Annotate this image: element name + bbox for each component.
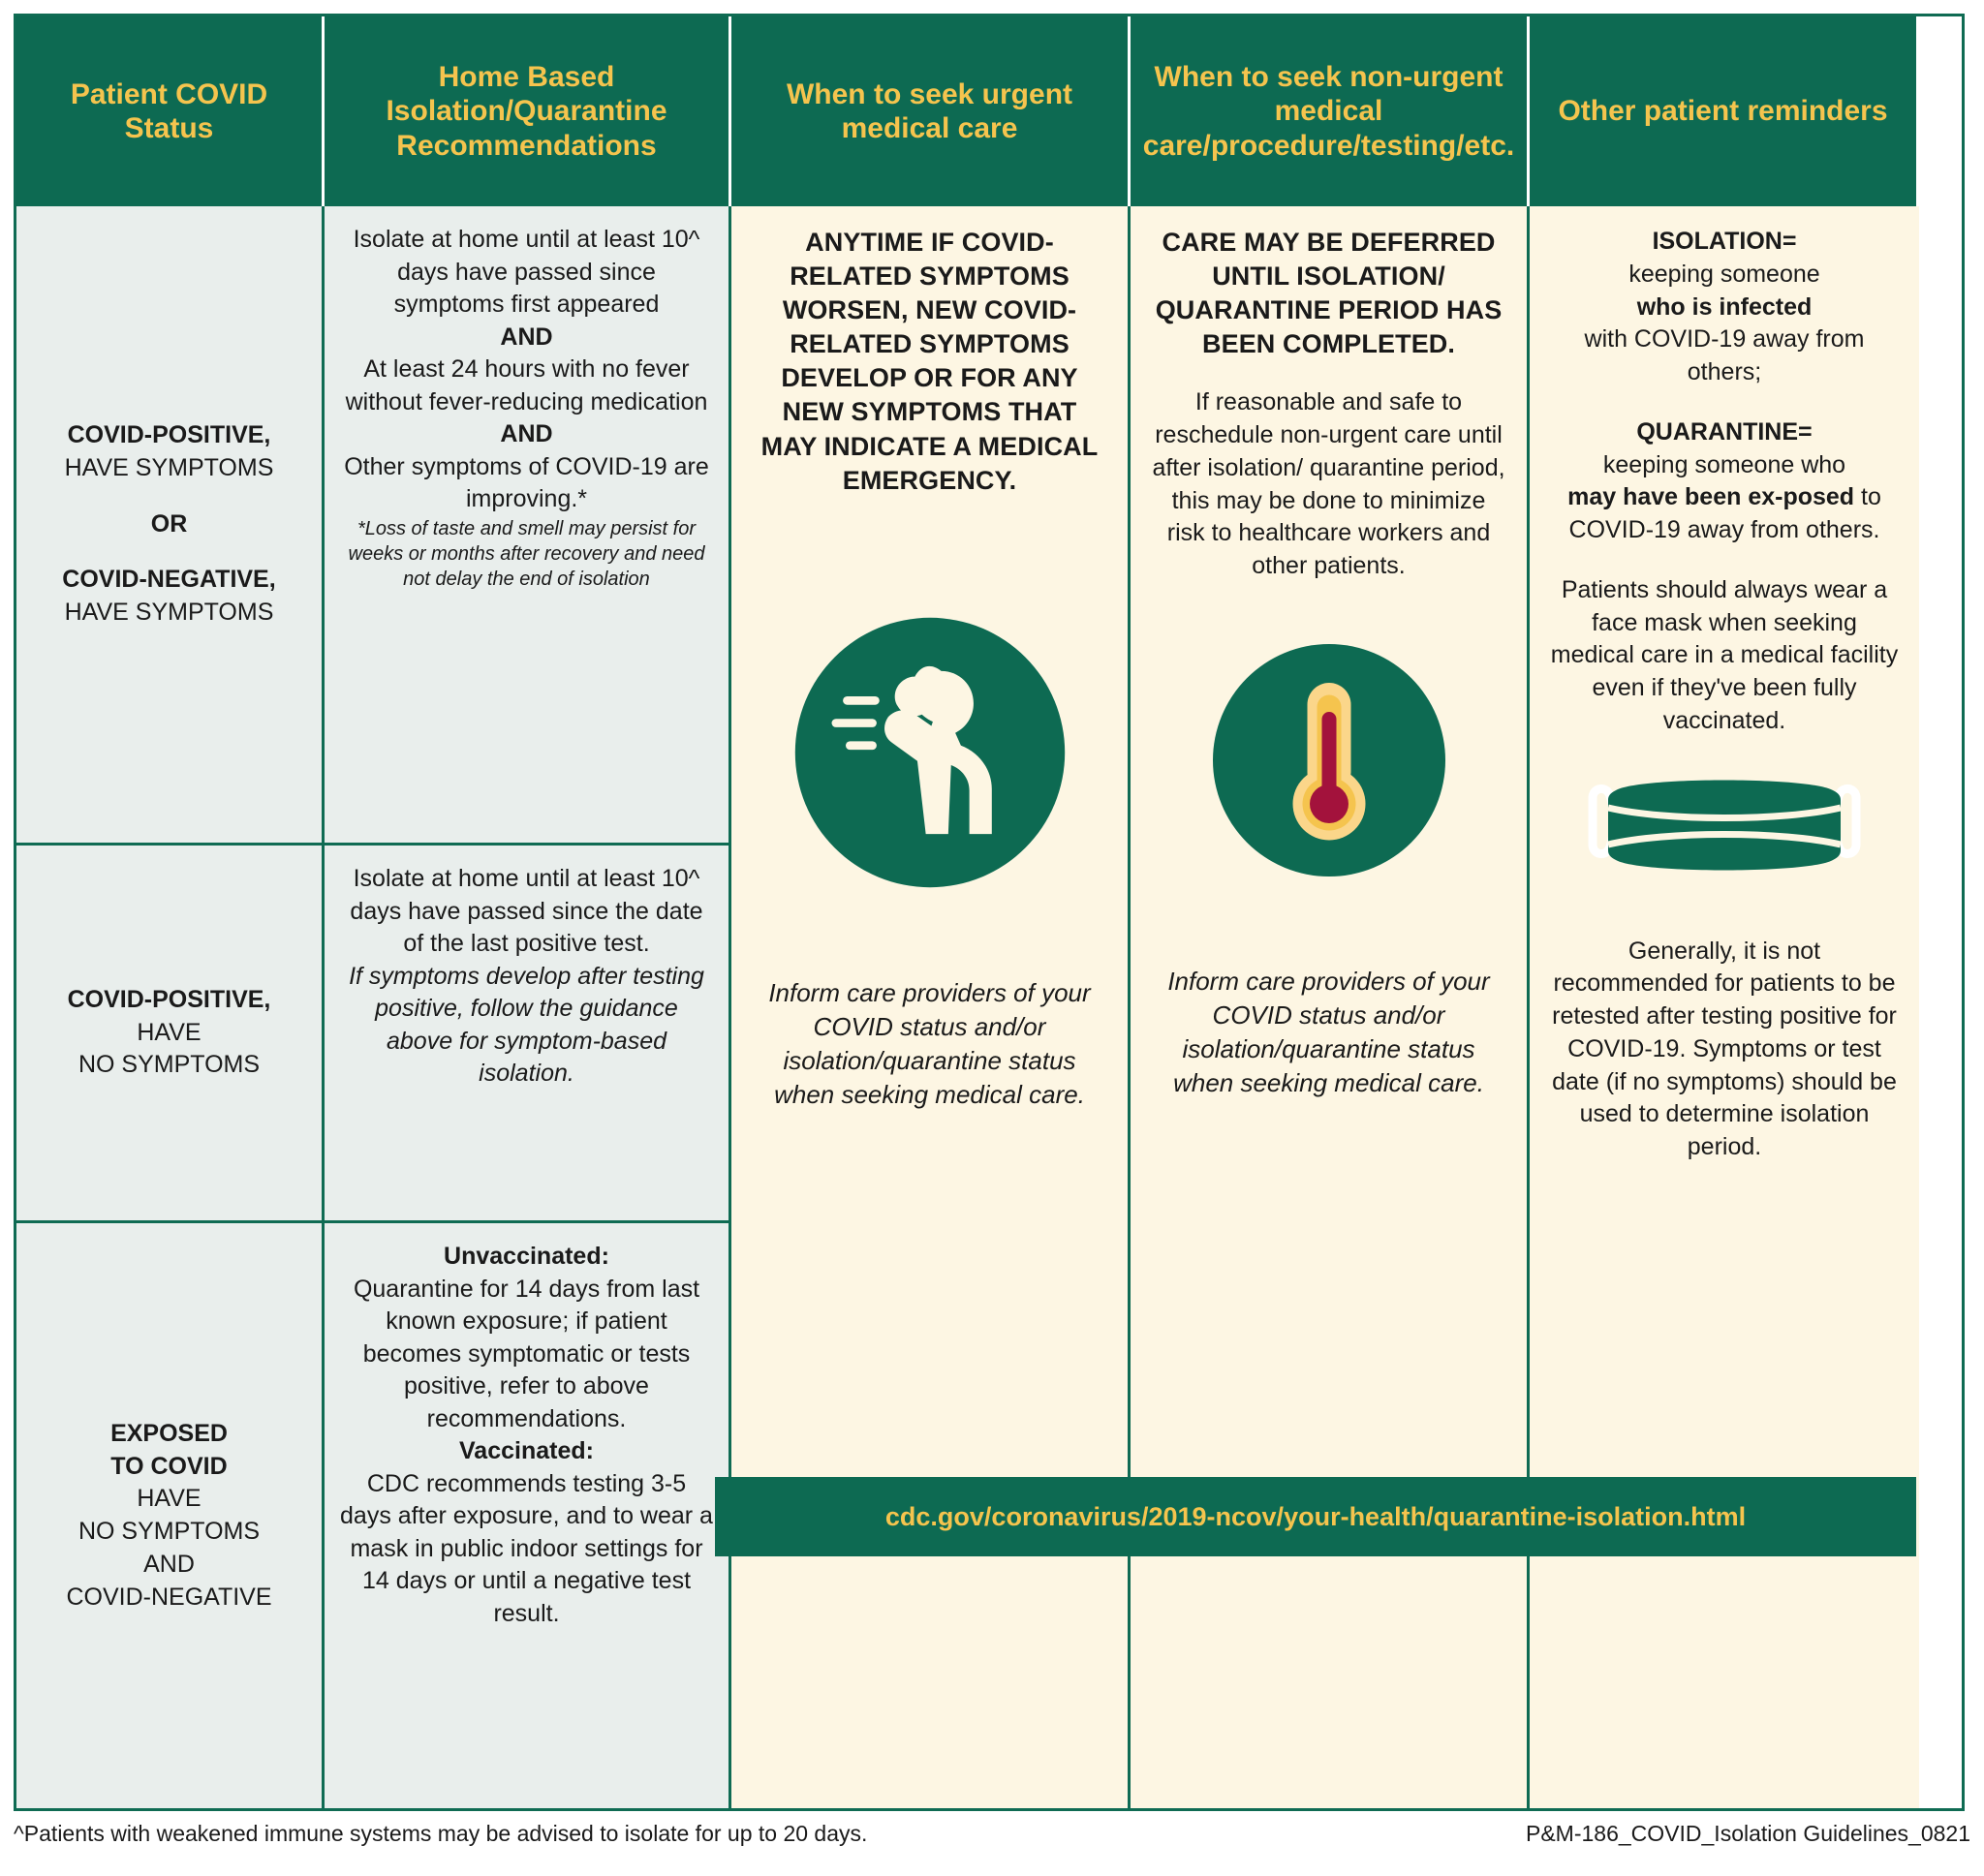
status-row3-line4: NO SYMPTOMS	[78, 1518, 261, 1545]
non-urgent-care-body: If reasonable and safe to reschedule non-urgent care until after isolation/ quarantine period, this may be done to minimize risk to healthcare workers and other patients.	[1152, 388, 1505, 580]
status-row1-line2: HAVE SYMPTOMS	[64, 453, 274, 481]
rec-row3-p2: CDC recommends testing 3-5 days after exposure, and to wear a mask in public indoor settings for 14 days or until a negative test result.	[340, 1469, 713, 1627]
status-row1-line4: COVID-NEGATIVE,	[62, 566, 276, 594]
mask-paragraph: Patients should always wear a face mask when seeking medical care in a medical facility even if they've been fully vaccinated.	[1550, 575, 1899, 734]
retesting-paragraph: Generally, it is not recommended for patients to be retested after testing positive for COVID-19. Symptoms or test date (if no symptoms) should be used to determine isolation period.	[1552, 937, 1897, 1160]
column-header-home-isolation: Home Based Isolation/Quarantine Recommendations	[325, 16, 731, 206]
recommendation-cell-row2	[325, 846, 728, 1223]
non-urgent-care-content	[1131, 206, 1527, 1808]
rec-row1-and1: AND	[500, 323, 553, 351]
recommendation-cell-row3	[325, 1223, 728, 1808]
person-coughing-icon	[751, 612, 1108, 893]
status-cell-row2	[16, 846, 322, 1223]
recommendations-column	[325, 206, 731, 1808]
footer-note-left: ^Patients with weakened immune systems may be advised to isolate for up to 20 days.	[14, 1821, 868, 1846]
column-header-other-reminders: Other patient reminders	[1530, 16, 1919, 206]
isolation-text-1: keeping someone	[1628, 260, 1820, 288]
rec-row1-p2: At least 24 hours with no fever without fever-reducing medication	[345, 355, 708, 415]
rec-row3-label-unvaccinated: Unvaccinated:	[444, 1243, 609, 1270]
status-row3-line1: EXPOSED	[110, 1419, 228, 1447]
cdc-link-bar[interactable]: cdc.gov/coronavirus/2019-ncov/your-health/quarantine-isolation.html	[715, 1477, 1916, 1556]
rec-row2-p2: If symptoms develop after testing positive, follow the guidance above for symptom-based isolation.	[349, 962, 704, 1087]
status-row2-line2: HAVE	[137, 1018, 202, 1046]
quarantine-bold: may have been ex-posed	[1567, 483, 1855, 511]
footer-doc-id-right: P&M-186_COVID_Isolation Guidelines_0821	[1526, 1821, 1970, 1846]
column-header-non-urgent-care: When to seek non-urgent medical care/procedure/testing/etc.	[1131, 16, 1530, 206]
isolation-text-2: with COVID-19 away from others;	[1584, 325, 1865, 385]
column-header-urgent-care: When to seek urgent medical care	[731, 16, 1131, 206]
status-row2-line1: COVID-POSITIVE,	[67, 985, 271, 1013]
isolation-label: ISOLATION=	[1652, 228, 1797, 255]
status-row3-line2: TO COVID	[110, 1452, 228, 1480]
non-urgent-care-column	[1131, 206, 1530, 1808]
isolation-definition	[1549, 226, 1900, 389]
other-reminders-column	[1530, 206, 1919, 1808]
rec-row1-and2: AND	[500, 420, 553, 447]
urgent-care-inform-note: Inform care providers of your COVID status and/or isolation/quarantine status when seeking medical care.	[768, 977, 1091, 1110]
isolation-bold: who is infected	[1636, 292, 1813, 321]
status-row1-line5: HAVE SYMPTOMS	[64, 599, 274, 627]
recommendation-cell-row1	[325, 206, 728, 846]
face-mask-icon	[1549, 748, 1900, 903]
other-reminders-content	[1530, 206, 1919, 1808]
status-row3-line5: AND	[143, 1550, 195, 1578]
urgent-care-content	[731, 206, 1128, 1808]
non-urgent-care-headline: CARE MAY BE DEFERRED UNTIL ISOLATION/ QUARANTINE PERIOD HAS BEEN COMPLETED.	[1155, 228, 1503, 359]
thermometer-icon	[1150, 639, 1507, 881]
status-row1-line3: OR	[150, 509, 188, 538]
footer	[14, 1821, 1970, 1847]
rec-row3-p1: Quarantine for 14 days from last known exposure; if patient becomes symptomatic or tests positive, refer to above recommendations.	[353, 1275, 700, 1432]
rec-row1-p3: Other symptoms of COVID-19 are improving.*	[344, 452, 709, 512]
quarantine-text-1: keeping someone who	[1602, 450, 1846, 478]
rec-row1-note: *Loss of taste and smell may persist for weeks or months after recovery and need not delay the end of isolation	[348, 517, 705, 590]
patient-status-column	[16, 206, 325, 1808]
status-cell-row1	[16, 206, 322, 846]
rec-row2-p1: Isolate at home until at least 10^ days have passed since the date of the last positive test.	[350, 865, 703, 957]
quarantine-text-2: to COVID-19 away from others.	[1568, 483, 1881, 543]
quarantine-label: QUARANTINE=	[1636, 417, 1813, 446]
status-row3-line3: HAVE	[137, 1485, 202, 1513]
non-urgent-care-inform-note: Inform care providers of your COVID status and/or isolation/quarantine status when seeking medical care.	[1167, 966, 1490, 1098]
urgent-care-headline: ANYTIME IF COVID-RELATED SYMPTOMS WORSEN, NEW COVID-RELATED SYMPTOMS DEVELOP OR FOR ANY NEW SYMPTOMS THAT MAY INDICATE A MEDICAL EMERGENCY.	[760, 228, 1099, 495]
status-row1-line1: COVID-POSITIVE,	[67, 421, 271, 449]
status-row2-line3: NO SYMPTOMS	[78, 1051, 261, 1079]
status-row3-line6: COVID-NEGATIVE	[66, 1583, 272, 1611]
urgent-care-column	[731, 206, 1131, 1808]
quarantine-definition	[1549, 416, 1900, 547]
rec-row3-label-vaccinated: Vaccinated:	[459, 1437, 594, 1464]
column-header-patient-status: Patient COVID Status	[16, 16, 325, 206]
status-cell-row3	[16, 1223, 322, 1808]
rec-row1-p1: Isolate at home until at least 10^ days have passed since symptoms first appeared	[353, 226, 700, 318]
